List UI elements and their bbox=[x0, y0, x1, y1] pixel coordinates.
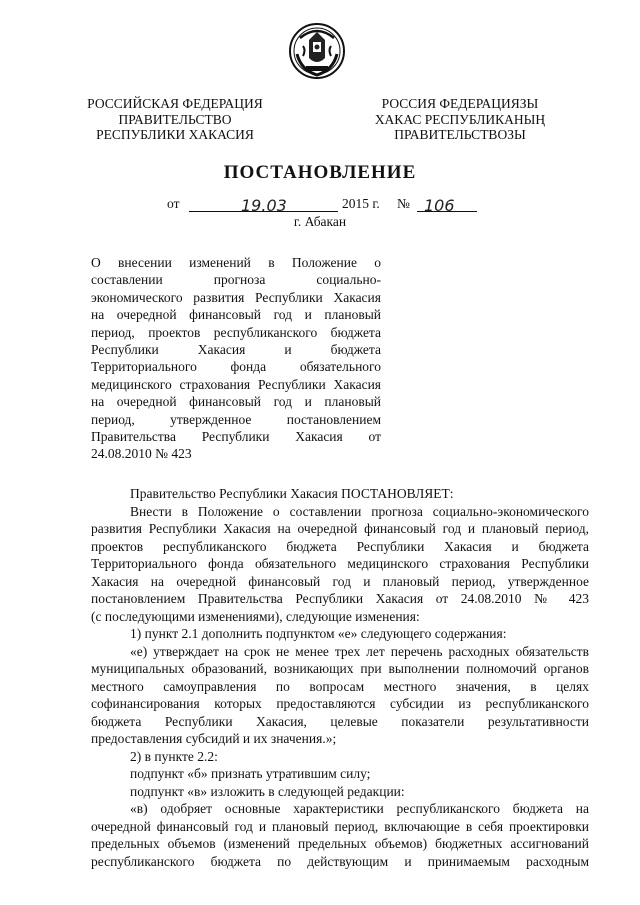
subject-line: Правительства Республики Хакасия от bbox=[91, 429, 381, 445]
body-line: «в) одобряет основные характеристики республиканского бюджета на bbox=[130, 801, 589, 816]
body-line: развития Республики Хакасия на очередной финансовый год и плановый период, bbox=[91, 521, 589, 536]
handwritten-number: 106 bbox=[424, 196, 455, 215]
body-line: 1) пункт 2.1 дополнить подпунктом «е» следующего содержания: bbox=[130, 626, 507, 641]
header-right-line: ХАКАС РЕСПУБЛИКАНЫҢ bbox=[374, 111, 546, 127]
body-line: предоставления субсидий и их значения.»; bbox=[91, 731, 337, 746]
subject-line: Республики Хакасия и бюджета bbox=[91, 342, 381, 358]
body-line: (с последующими изменениями), следующие изменения: bbox=[91, 608, 420, 624]
subject-line: составлении прогноза социально- bbox=[91, 272, 381, 288]
date-from-label: от bbox=[167, 196, 180, 211]
subject-line: медицинского страхования Республики Хакасия bbox=[91, 376, 381, 392]
body-line: очередной финансовый год и плановый период, включающие в себя проектировки bbox=[91, 818, 589, 834]
body-line: Внести в Положение о составлении прогноза социально-экономического bbox=[130, 503, 589, 519]
body-line: Территориального фонда обязательного медицинского страхования Республики bbox=[91, 556, 589, 571]
document-subject bbox=[91, 254, 381, 463]
header-right-line: ПРАВИТЕЛЬСТВОЗЫ bbox=[394, 127, 526, 142]
body-line: проектов республиканского бюджета Республики Хакасия и бюджета bbox=[91, 538, 589, 554]
number-sign: № bbox=[397, 196, 410, 211]
header-left-line: ПРАВИТЕЛЬСТВО bbox=[118, 111, 232, 127]
subject-line: на очередной финансовый год и плановый bbox=[91, 307, 381, 323]
body-line: подпункт «б» признать утратившим силу; bbox=[130, 766, 371, 781]
body-line: республиканского бюджета по действующим и принимаемым расходным bbox=[91, 853, 589, 869]
subject-line: 24.08.2010 № 423 bbox=[91, 446, 192, 462]
header-right-line: РОССИЯ ФЕДЕРАЦИЯЗЫ bbox=[381, 96, 539, 111]
handwritten-date: 19.03 bbox=[241, 196, 287, 215]
subject-line: на очередной финансовый год и плановый bbox=[91, 394, 381, 410]
body-line: предельных объемов (изменений предельных объемов) бюджетных ассигнований bbox=[91, 836, 589, 851]
subject-line: экономического развития Республики Хакасия bbox=[91, 289, 381, 305]
body-line: бюджета Республики Хакасия, целевые показатели результативности bbox=[91, 713, 589, 729]
subject-line: период, утвержденное постановлением bbox=[91, 411, 381, 427]
khakassia-coat-of-arms-icon bbox=[288, 20, 346, 82]
subject-line: Территориального фонда обязательного bbox=[91, 359, 381, 375]
header-left-line: РОССИЙСКАЯ ФЕДЕРАЦИЯ bbox=[87, 96, 263, 111]
document-body bbox=[91, 485, 589, 870]
header-left bbox=[80, 96, 270, 143]
document-title: ПОСТАНОВЛЕНИЕ bbox=[223, 162, 417, 183]
body-line: «е) утверждает на срок не менее трех лет перечень расходных обязательств bbox=[130, 643, 589, 659]
subject-line: О внесении изменений в Положение о bbox=[91, 255, 381, 270]
body-line: 2) в пункте 2.2: bbox=[130, 748, 218, 764]
date-line bbox=[167, 196, 487, 214]
body-line: Хакасия на очередной финансовый год и плановый период, утвержденное bbox=[91, 573, 589, 589]
body-line: Правительство Республики Хакасия ПОСТАНОВЛЯЕТ: bbox=[130, 486, 454, 501]
body-line: местного самоуправления по вопросам местного значения, в целях bbox=[91, 678, 589, 694]
year-label: 2015 г. bbox=[342, 196, 380, 211]
body-line: муниципальных образований, возникающих при выполнении полномочий органов bbox=[91, 661, 589, 676]
body-line: софинансирования которых предоставляются субсидии из республиканского bbox=[91, 696, 589, 711]
header-left-line: РЕСПУБЛИКИ ХАКАСИЯ bbox=[96, 127, 254, 142]
body-line: постановлением Правительства Республики Хакасия от 24.08.2010 № 423 bbox=[91, 591, 589, 606]
body-line: подпункт «в» изложить в следующей редакции: bbox=[130, 783, 405, 799]
subject-line: период, проектов республиканского бюджета bbox=[91, 324, 381, 340]
city-label: г. Абакан bbox=[293, 214, 347, 229]
header-right bbox=[360, 96, 560, 143]
